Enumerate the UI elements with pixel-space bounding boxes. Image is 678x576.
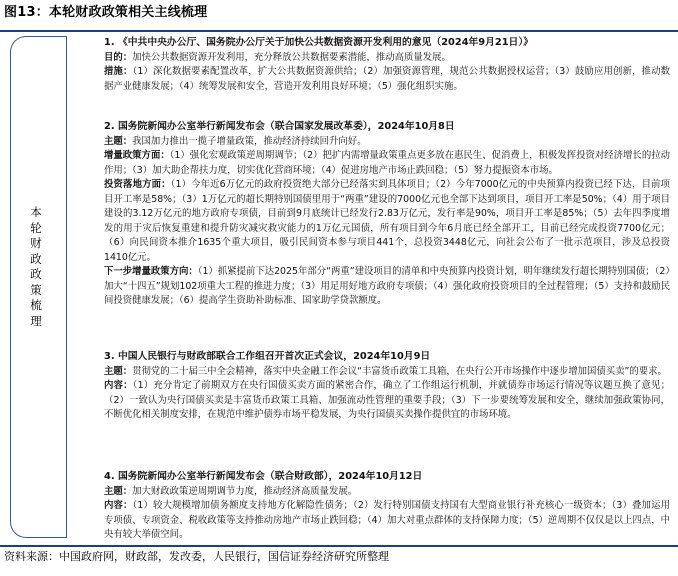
sidebar-label: 本轮财政政策梳理	[30, 205, 42, 328]
investment-label: 投资落地方面：	[104, 179, 171, 190]
content-text: （1）充分肯定了前期双方在央行国债买卖方面的紧密合作，确立了工作组运行机制，并就债券市场运行情况等议题互换了意见；（2）一致认为央行国债买卖是丰富货币政策工具箱、加强流动性管理的重要手段；（3）下一步要统筹发展和安全，继续加强政策协同，不断优化相关制度安排，在规范中维护债券市场平稳发展，为央行国债买卖操作提供宜的市场环境。	[104, 380, 670, 420]
figure-title: 图13：本轮财政政策相关主线梳理	[4, 5, 208, 20]
section-4-theme	[104, 485, 670, 500]
bottom-divider	[0, 545, 678, 547]
measures-text: （1）深化数据要素配置改革，扩大公共数据资源供给；（2）加强资源管理，规范公共数据授权运营；（3）鼓励应用创新，推动数据产业健康发展；（4）统筹发展和安全，营造开发利用良好环境；（5）强化组织实施。	[104, 66, 670, 92]
section-2-next-steps	[104, 265, 670, 309]
next-steps-text: （1）抓紧提前下达2025年部分“两重”建设项目的清单和中央预算内投资计划，明年继续发行超长期特别国债；（2）加大“十四五”规划102项重大工程的推进力度；（3）用足用好地方政府专项债；（4）强化政府投资项目的全过程管理；（5）支持和鼓励民间投资健康发展；（6）提高学生资助补助标准、国家助学贷款额度。	[104, 266, 670, 306]
section-1-goal	[104, 51, 670, 66]
section-3-heading: 3. 中国人民银行与财政部联合工作组召开首次正式会议，2024年10月9日	[104, 351, 431, 362]
goal-text: 加快公共数据资源开发利用，充分释放公共数据要素潜能，推动高质量发展。	[132, 51, 451, 63]
theme-text: 加大财政政策逆周期调节力度，推动经济高质量发展。	[132, 485, 358, 497]
section-2-incremental	[104, 149, 670, 178]
section-2-heading: 2. 国务院新闻办公室举行新闻发布会（联合国家发展改革委），2024年10月8日	[104, 121, 455, 132]
content-label: 内容：	[104, 500, 133, 511]
source-note: 资料来源：中国政府网，财政部，发改委，人民银行，国信证券经济研究所整理	[4, 550, 389, 563]
theme-label: 主题：	[104, 135, 133, 147]
goal-label: 目的：	[104, 51, 133, 63]
theme-text: 贯彻党的二十届三中全会精神，落实中央金融工作会议“丰富货币政策工具箱，在央行公开市场操作中逐步增加国债买卖”的要求。	[132, 365, 667, 377]
theme-label: 主题：	[104, 365, 133, 377]
measures-label: 措施：	[104, 66, 133, 77]
section-3	[104, 350, 670, 423]
section-1-heading: 1. 《中共中央办公厅、国务院办公厅关于加快公共数据资源开发利用的意见（2024年9月21日）》	[104, 37, 534, 48]
section-1	[104, 36, 670, 94]
section-2-investment	[104, 178, 670, 265]
theme-label: 主题：	[104, 485, 133, 497]
section-2-theme	[104, 135, 670, 150]
section-3-theme	[104, 365, 670, 380]
incremental-text: （1）强化宏观政策逆周期调节；（2）把扩内需增量政策重点更多放在惠民生、促消费上，积极发挥投资对经济增长的拉动作用；（3）加大助企帮扶力度，切实优化营商环境；（4）促进房地产市场止跌回稳；（5）努力提振资本市场。	[104, 150, 670, 176]
section-1-measures	[104, 65, 670, 94]
section-4-heading: 4. 国务院新闻办公室举行新闻发布会（联合财政部），2024年10月12日	[104, 471, 423, 482]
sidebar-bracket	[66, 36, 96, 538]
theme-text: 我国加力推出一揽子增量政策，推动经济持续回升向好。	[132, 135, 367, 147]
investment-text: （1）今年近6万亿元的政府投资绝大部分已经落实到具体项目；（2）今年7000亿元的中央预算内投资已经下达，目前项目开工率是58%；（3）1万亿元的超长期特别国债里用于“两重”建设的7000亿元也全部下达到项目，项目开工率是50%；（4）用于项目建设的3.12万亿元的地方政府专项债，目前到9月底统计已经发行2.83万亿元，发行率是90%，项目开工率是85%；（5）去年四季度增发的用于灾后恢复重建和提升防灾减灾救灾能力的1万亿元国债，所有项目到今年6月底已经全部开工，目前已经完成投资7700亿元；（6）向民间资本推介1635个重大项目，吸引民间资本参与项目441个，总投资3448亿元，向社会公布了一批示范项目，涉及总投资1410亿元。	[104, 179, 670, 263]
content-text: （1）较大规模增加债务额度支持地方化解隐性债务；（2）发行特别国债支持国有大型商业银行补充核心一级资本；（3）叠加运用专项债、专项资金、税收政策等支持推动房地产市场止跌回稳；（4）加大对重点群体的支持保障力度；（5）逆周期不仅仅是以上四点，中央有较大举债空间。	[104, 500, 670, 540]
section-4-content	[104, 499, 670, 543]
content-label: 内容：	[104, 380, 133, 391]
section-4	[104, 470, 670, 543]
next-steps-label: 下一步增量政策方向：	[104, 266, 198, 277]
incremental-label: 增量政策方面：	[104, 150, 170, 161]
top-divider	[0, 30, 678, 32]
section-3-content	[104, 379, 670, 423]
section-2	[104, 120, 670, 309]
